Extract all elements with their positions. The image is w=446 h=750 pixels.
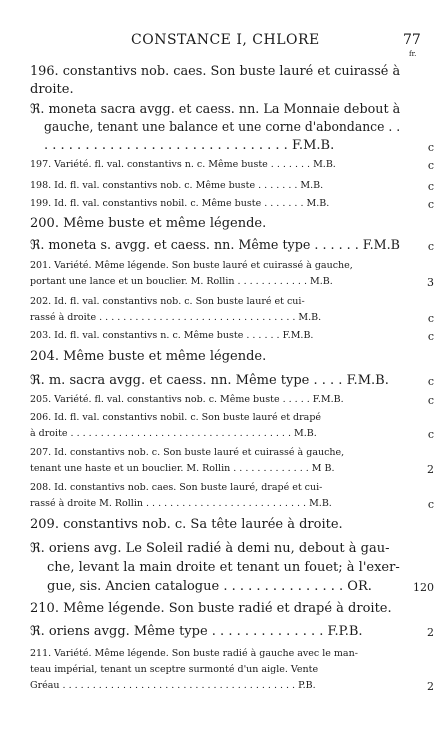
entry-line: à droite . . . . . . . . . . . . . . . . . . . . . . . . . . . . . . . . . . . . . M.B.: [30, 428, 317, 439]
page-signature: fr.: [409, 50, 417, 58]
rarity-mark: c: [427, 159, 434, 172]
rarity-mark: c: [427, 312, 434, 325]
rarity-mark: 2: [427, 626, 434, 639]
entry-line: ℜ. oriens avg. Le Soleil radié à demi nu, debout à gau-: [30, 541, 390, 556]
entry-line: 207. Id. constantivs nob. c. Son buste lauré et cuirassé à gauche,: [30, 447, 345, 458]
rarity-mark: c: [427, 394, 434, 407]
entry-line: droite.: [30, 82, 74, 97]
rarity-mark: 2: [427, 680, 434, 693]
rarity-mark: 3: [427, 276, 434, 289]
entry-line: 204. Même buste et même légende.: [30, 349, 267, 364]
rarity-mark: c: [427, 240, 434, 253]
entry-line: portant une lance et un bouclier. M. Rollin . . . . . . . . . . . . M.B.: [30, 276, 333, 287]
entry-line: ℜ. moneta s. avgg. et caess. nn. Même type . . . . . . F.M.B: [30, 238, 400, 253]
entry-line: ℜ. m. sacra avgg. et caess. nn. Même type . . . . F.M.B.: [30, 373, 389, 388]
entry-line: 211. Variété. Même légende. Son buste radié à gauche avec le man-: [30, 648, 358, 659]
rarity-mark: c: [427, 330, 434, 343]
entry-line: 198. Id. fl. val. constantivs nob. c. Même buste . . . . . . . M.B.: [30, 180, 324, 191]
entry-line: 209. constantivs nob. c. Sa tête laurée à droite.: [30, 517, 343, 532]
rarity-mark: c: [427, 141, 434, 154]
entry-line: 199. Id. fl. val. constantivs nobil. c. Même buste . . . . . . . M.B.: [30, 198, 330, 209]
entry-line: 202. Id. fl. val. constantivs nob. c. Son buste lauré et cui-: [30, 296, 305, 307]
entry-line: Gréau . . . . . . . . . . . . . . . . . . . . . . . . . . . . . . . . . . . . . . . P.B.: [30, 680, 316, 691]
entry-line: che, levant la main droite et tenant un fouet; à l'exer-: [47, 560, 400, 575]
entry-line: . . . . . . . . . . . . . . . . . . . . . . . . . . . . . . F.M.B.: [44, 138, 335, 153]
entry-line: ℜ. moneta sacra avgg. et caess. nn. La Monnaie debout à: [30, 102, 401, 117]
entry-line: 210. Même légende. Son buste radié et drapé à droite.: [30, 601, 392, 616]
entry-line: 196. constantivs nob. caes. Son buste lauré et cuirassé à: [30, 64, 401, 79]
entry-line: 197. Variété. fl. val. constantivs n. c. Même buste . . . . . . . M.B.: [30, 159, 336, 170]
rarity-mark: 120: [413, 581, 434, 594]
entry-line: teau impérial, tenant un sceptre surmonté d'un aigle. Vente: [30, 664, 319, 675]
entry-line: 205. Variété. fl. val. constantivs nob. c. Même buste . . . . . F.M.B.: [30, 394, 344, 405]
entry-line: gauche, tenant une balance et une corne d'abondance . .: [44, 120, 401, 135]
rarity-mark: 2: [427, 463, 434, 476]
rarity-mark: c: [427, 498, 434, 511]
rarity-mark: c: [427, 375, 434, 388]
entry-line: 200. Même buste et même légende.: [30, 216, 267, 231]
entry-line: 201. Variété. Même légende. Son buste lauré et cuirassé à gauche,: [30, 260, 353, 271]
entry-line: tenant une haste et un bouclier. M. Rollin . . . . . . . . . . . . . M B.: [30, 463, 335, 474]
running-title: CONSTANCE I, CHLORE: [131, 32, 320, 48]
entry-line: 208. Id. constantivs nob. caes. Son buste lauré, drapé et cui-: [30, 482, 323, 493]
page-header: [0, 32, 446, 58]
entry-line: ℜ. oriens avgg. Même type . . . . . . . . . . . . . . F.P.B.: [30, 624, 363, 639]
entry-line: rassé à droite M. Rollin . . . . . . . . . . . . . . . . . . . . . . . . . . . M.B.: [30, 498, 332, 509]
rarity-mark: c: [427, 180, 434, 193]
entry-line: 203. Id. fl. val. constantivs n. c. Même buste . . . . . . F.M.B.: [30, 330, 314, 341]
rarity-mark: c: [427, 428, 434, 441]
entry-line: 206. Id. fl. val. constantivs nobil. c. Son buste lauré et drapé: [30, 412, 322, 423]
rarity-mark: c: [427, 198, 434, 211]
entry-line: rassé à droite . . . . . . . . . . . . . . . . . . . . . . . . . . . . . . . . . M.B.: [30, 312, 322, 323]
page-number: 77: [403, 32, 421, 48]
entry-line: gue, sis. Ancien catalogue . . . . . . . . . . . . . . . OR.: [47, 579, 372, 594]
